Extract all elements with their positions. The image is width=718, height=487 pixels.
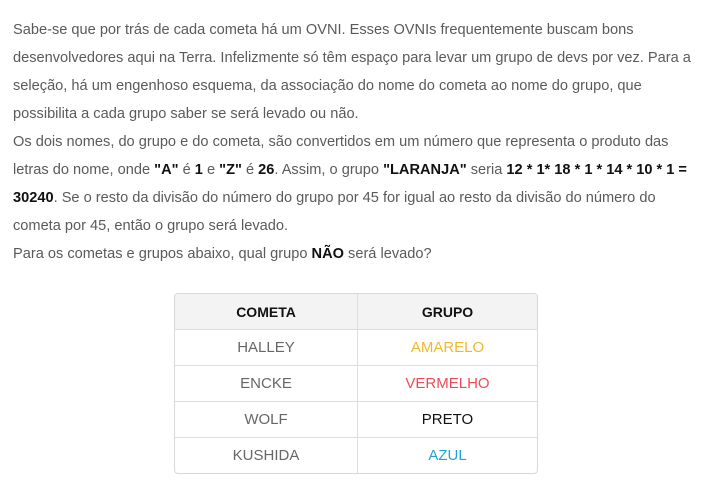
rules-text: Os dois nomes, do grupo e do cometa, são convertidos em um número que representa o produto das letras do nome, onde (13, 134, 669, 178)
comet-group-table (174, 293, 538, 474)
letter-a-label: "A" (154, 162, 179, 178)
example-calculation: 12 * 1* 18 * 1 * 14 * 10 * 1 = 30240 (13, 162, 687, 206)
rules-text: é (241, 162, 259, 178)
paragraph-question (13, 240, 703, 268)
paragraph-intro (13, 16, 703, 128)
paragraph-rules (13, 128, 703, 240)
letter-a-value: 1 (194, 162, 203, 178)
table-row (175, 366, 537, 402)
letter-z-value: 26 (258, 162, 275, 178)
cometa-cell: WOLF (175, 402, 358, 438)
grupo-cell: AMARELO (358, 330, 538, 366)
grupo-cell: PRETO (358, 402, 538, 438)
question-text: será levado? (343, 246, 432, 262)
rules-text: . Assim, o grupo (274, 162, 384, 178)
rules-text: é (178, 162, 195, 178)
table-row (175, 438, 537, 474)
question-emphasis: NÃO (311, 246, 344, 262)
table-row (175, 330, 537, 366)
header-grupo: GRUPO (358, 294, 538, 330)
grupo-cell: AZUL (428, 447, 467, 464)
letter-z-label: "Z" (219, 162, 242, 178)
rules-text: seria (466, 162, 507, 178)
table-row (175, 402, 537, 438)
question-text: Para os cometas e grupos abaixo, qual grupo (13, 246, 312, 262)
example-group-name: "LARANJA" (383, 162, 467, 178)
cometa-cell: ENCKE (175, 366, 358, 402)
problem-statement (13, 16, 703, 268)
grupo-cell: VERMELHO (358, 366, 538, 402)
cometa-cell: KUSHIDA (175, 438, 358, 474)
table-header-row (175, 294, 537, 330)
cometa-cell: HALLEY (175, 330, 358, 366)
rules-text: e (202, 162, 220, 178)
rules-text: . Se o resto da divisão do número do grupo por 45 for igual ao resto da divisão do número do cometa por 45, então o grupo será levado. (13, 190, 656, 234)
header-cometa: COMETA (175, 294, 358, 330)
intro-text: Sabe-se que por trás de cada cometa há um OVNI. Esses OVNIs frequentemente buscam bons desenvolvedores aqui na Terra. Infelizmente só têm espaço para levar um grupo de devs por vez. Para a seleção, há um engenhoso esquema, da associação do nome do cometa ao nome do grupo, que possibilita a cada grupo saber se será levado ou não. (13, 22, 691, 122)
